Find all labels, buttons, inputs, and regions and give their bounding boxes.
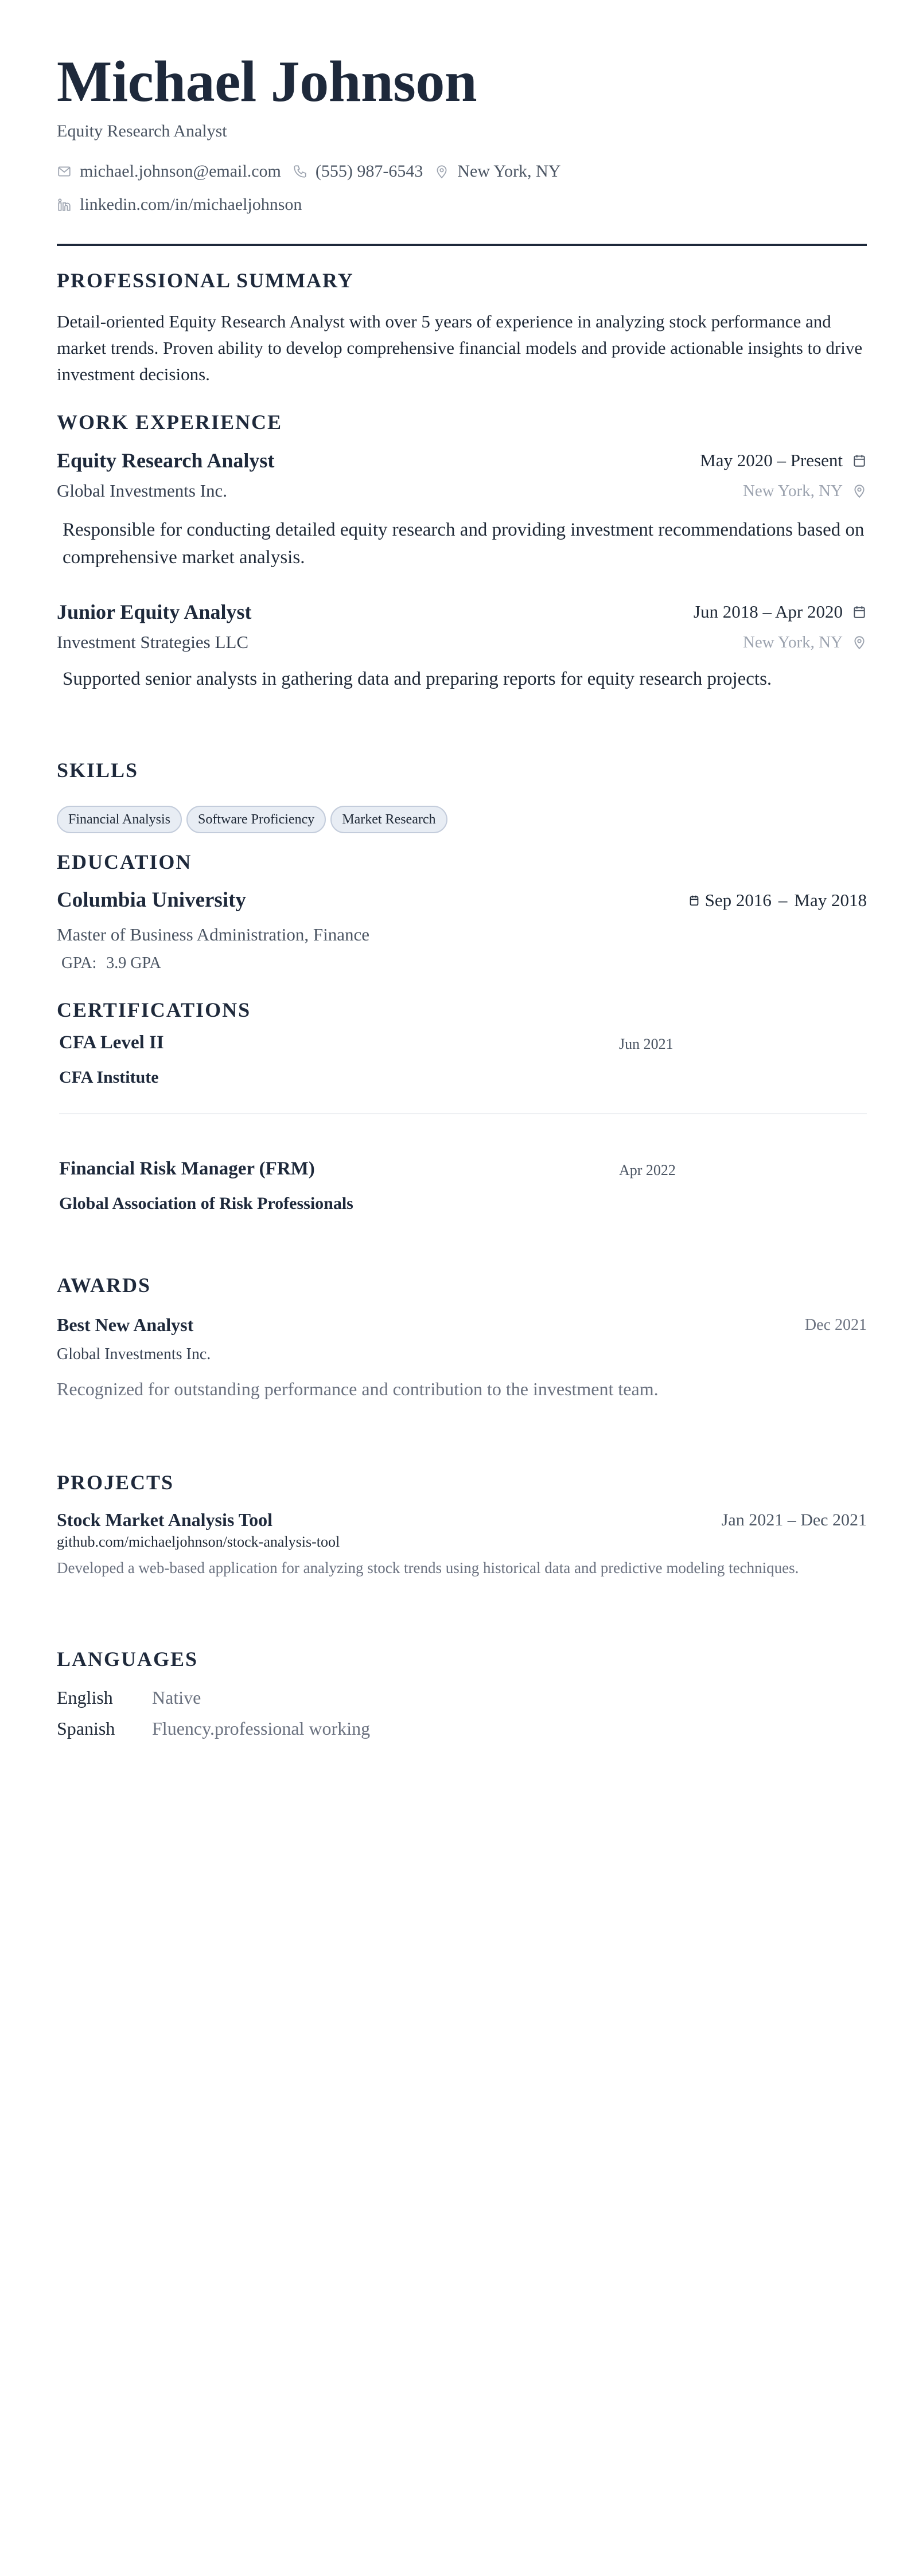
project-description: Developed a web-based application for analyzing stock trends using historical data and predictive modeling techniques. (57, 1559, 799, 1576)
calendar-icon (688, 893, 700, 908)
project-dates: Jan 2021 – Dec 2021 (721, 1510, 867, 1529)
certification-name: Financial Risk Manager (FRM) (59, 1158, 315, 1179)
job-title: Junior Equity Analyst (57, 600, 252, 623)
skill-chip: Software Proficiency (186, 806, 326, 833)
candidate-title: Equity Research Analyst (57, 122, 227, 140)
job-title: Equity Research Analyst (57, 449, 275, 472)
award-title: Best New Analyst (57, 1314, 194, 1335)
award-issuer: Global Investments Inc. (57, 1345, 211, 1363)
job-location (743, 633, 867, 652)
section-title-education: EDUCATION (57, 850, 192, 873)
job-dates-text: Jun 2018 – Apr 2020 (693, 602, 843, 622)
job-company-row (57, 632, 867, 653)
skill-chip: Market Research (330, 806, 447, 833)
award-date: Dec 2021 (804, 1316, 867, 1334)
calendar-icon (852, 452, 867, 469)
degree: Master of Business Administration, Finance (57, 924, 370, 944)
section-title-languages: LANGUAGES (57, 1648, 198, 1671)
job-description: Supported senior analysts in gathering data and preparing reports for equity research projects. (63, 669, 772, 689)
certification-issuer: CFA Institute (59, 1068, 159, 1087)
header-divider (57, 244, 867, 246)
project-title: Stock Market Analysis Tool (57, 1509, 273, 1530)
language-name: Spanish (57, 1718, 115, 1739)
map-pin-icon (852, 634, 867, 650)
job-header-row (57, 600, 867, 624)
job-dates (694, 602, 867, 622)
skill-chip: Financial Analysis (57, 806, 182, 833)
award-description: Recognized for outstanding performance and contribution to the investment team. (57, 1379, 659, 1399)
job-location-text: New York, NY (742, 481, 843, 500)
education-header-row (57, 888, 867, 912)
phone-text: (555) 987-6543 (315, 162, 423, 181)
contact-linkedin[interactable] (57, 195, 302, 214)
map-pin-icon (852, 483, 867, 499)
project-link[interactable]: github.com/michaeljohnson/stock-analysis-tool (57, 1533, 340, 1550)
linkedin-icon (57, 197, 72, 212)
linkedin-text: linkedin.com/in/michaeljohnson (80, 195, 302, 214)
mail-icon (57, 164, 72, 179)
job-dates-text: May 2020 – Present (700, 450, 843, 470)
location-text: New York, NY (457, 162, 561, 181)
language-level: Fluency.professional working (152, 1718, 371, 1739)
map-pin-icon (434, 164, 449, 179)
job-dates (700, 450, 867, 471)
summary-text: Detail-oriented Equity Research Analyst with over 5 years of experience in analyzing stock performance and market trends. Proven ability to develop comprehensive financial models and provide actionable insights to drive investment decisions. (57, 311, 863, 384)
certification-date: Jun 2021 (619, 1036, 673, 1052)
language-row (57, 1687, 201, 1708)
certification-date: Apr 2022 (619, 1162, 676, 1178)
certification-name: CFA Level II (59, 1032, 164, 1053)
certification-issuer: Global Association of Risk Professionals (59, 1194, 353, 1213)
contact-row-2 (57, 195, 313, 214)
education-start: Sep 2016 (704, 889, 772, 910)
award-header-row (57, 1314, 867, 1336)
contact-row (57, 162, 572, 181)
certification-divider (59, 1113, 867, 1114)
section-title-projects: PROJECTS (57, 1471, 174, 1494)
company-name: Investment Strategies LLC (57, 632, 249, 652)
phone-icon (293, 164, 307, 179)
language-row (57, 1718, 370, 1739)
section-title-summary: PROFESSIONAL SUMMARY (57, 269, 354, 292)
project-header-row (57, 1509, 867, 1531)
section-title-skills: SKILLS (57, 759, 139, 782)
company-name: Global Investments Inc. (57, 481, 228, 501)
job-company-row (57, 481, 867, 501)
language-level: Native (152, 1687, 201, 1708)
job-location-text: New York, NY (742, 633, 843, 651)
section-title-awards: AWARDS (57, 1274, 151, 1297)
calendar-icon (852, 604, 867, 620)
job-location (743, 482, 867, 501)
job-header-row (57, 448, 867, 473)
education-end: May 2018 (794, 889, 867, 910)
email-text: michael.johnson@email.com (80, 162, 281, 181)
candidate-name: Michael Johnson (57, 49, 477, 114)
date-separator: – (778, 889, 788, 910)
language-name: English (57, 1687, 113, 1708)
contact-location (434, 162, 560, 181)
education-dates (688, 890, 867, 911)
school-name: Columbia University (57, 888, 246, 912)
section-title-certifications: CERTIFICATIONS (57, 998, 251, 1021)
job-description: Responsible for conducting detailed equity research and providing investment recommendations based on comprehensive market analysis. (63, 520, 865, 568)
gpa (61, 954, 161, 973)
contact-email[interactable] (57, 162, 281, 181)
skills-list (57, 806, 447, 833)
gpa-value: 3.9 GPA (106, 954, 161, 972)
contact-phone[interactable] (293, 162, 423, 181)
gpa-label: GPA: (61, 954, 97, 972)
section-title-experience: WORK EXPERIENCE (57, 411, 283, 434)
